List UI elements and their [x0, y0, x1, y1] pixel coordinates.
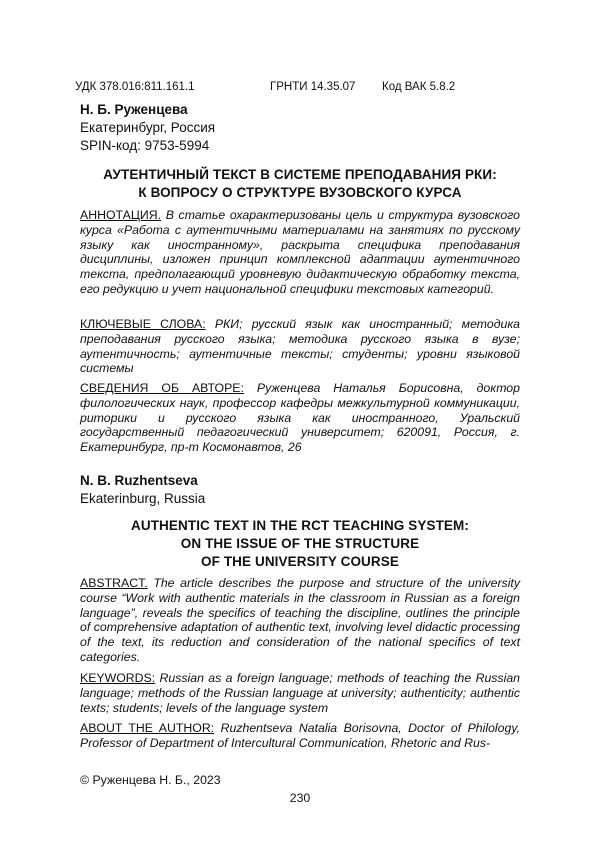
- ru-about-text: Руженцева Наталья Борисовна, доктор филологических наук, профессор кафедры межкультурной коммуникации, риторики и русского языка как иностранного, Уральский государственный педагогический университет; 620091, Россия, г. Екатеринбург, пр-т Космонавтов, 26: [80, 381, 520, 454]
- grnti-code: ГРНТИ 14.35.07: [270, 80, 355, 94]
- ru-annotation-text: В статье охарактеризованы цель и структура вузовского курса «Работа с аутентичными материалами на занятиях по русскому языку как иностранному», раскрыта специфика преподавания дисциплины, изложен принцип комплексной адаптации аутентичного текста, предполагающий уровневую дидактическую обработку текста, его редукцию и учет национальной специфики текстовых категорий.: [80, 208, 520, 296]
- en-keywords: [80, 671, 520, 715]
- en-keywords-text: Russian as a foreign language; methods of teaching the Russian language; methods of the Russian language at university; authenticity; authentic texts; students; levels of the language system: [80, 671, 520, 715]
- ru-author-name: Н. Б. Руженцева: [80, 101, 520, 119]
- ru-annotation: [80, 208, 520, 297]
- en-author-name: N. B. Ruzhentseva: [80, 472, 520, 490]
- journal-page: [0, 0, 600, 852]
- en-about-text: Ruzhentseva Natalia Borisovna, Doctor of Philology, Professor of Department of Intercultural Communication, Rhetoric and Rus-: [80, 721, 520, 750]
- ru-about-author: [80, 381, 520, 455]
- ru-about-label: СВЕДЕНИЯ ОБ АВТОРЕ:: [80, 381, 244, 395]
- ru-author-city: Екатеринбург, Россия: [80, 119, 520, 137]
- ru-keywords: [80, 317, 520, 376]
- en-keywords-label: KEYWORDS:: [80, 671, 155, 685]
- en-about-author: [80, 721, 520, 751]
- udk-code: УДК 378.016:811.161.1: [75, 80, 195, 94]
- vak-code: Код ВАК 5.8.2: [382, 80, 455, 94]
- ru-keywords-label: КЛЮЧЕВЫЕ СЛОВА:: [80, 317, 206, 331]
- en-abstract-label: ABSTRACT.: [80, 576, 148, 590]
- en-author-block: [80, 472, 520, 508]
- en-title-line1: AUTHENTIC TEXT IN THE RCT TEACHING SYSTEM:: [80, 517, 520, 535]
- copyright-notice: © Руженцева Н. Б., 2023: [80, 773, 221, 787]
- ru-keywords-text: РКИ; русский язык как иностранный; методика преподавания русского языка; методика русского языка в вузе; аутентичность; аутентичные тексты; студенты; уровни языковой системы: [80, 317, 520, 375]
- en-author-city: Ekaterinburg, Russia: [80, 490, 520, 508]
- en-about-label: ABOUT THE AUTHOR:: [80, 721, 214, 735]
- ru-title-line2: К ВОПРОСУ О СТРУКТУРЕ ВУЗОВСКОГО КУРСА: [80, 184, 520, 202]
- en-abstract-text: The article describes the purpose and structure of the university course “Work with authentic materials in the classroom in Russian as a foreign language”, reveals the specifics of teaching the discipline, outlines the principle of comprehensive adaptation of authentic text, involving level didactic processing of the text, its reduction and consideration of the national specifics of text categories.: [80, 576, 520, 664]
- ru-annotation-label: АННОТАЦИЯ.: [80, 208, 161, 222]
- en-title-line3: OF THE UNIVERSITY COURSE: [80, 553, 520, 571]
- en-title: [80, 517, 520, 571]
- en-abstract: [80, 576, 520, 665]
- ru-title: [80, 166, 520, 202]
- en-title-line2: ON THE ISSUE OF THE STRUCTURE: [80, 535, 520, 553]
- ru-author-block: [80, 101, 520, 155]
- page-number: 230: [0, 791, 600, 805]
- ru-author-spin: SPIN-код: 9753-5994: [80, 137, 520, 155]
- ru-title-line1: АУТЕНТИЧНЫЙ ТЕКСТ В СИСТЕМЕ ПРЕПОДАВАНИЯ РКИ:: [80, 166, 520, 184]
